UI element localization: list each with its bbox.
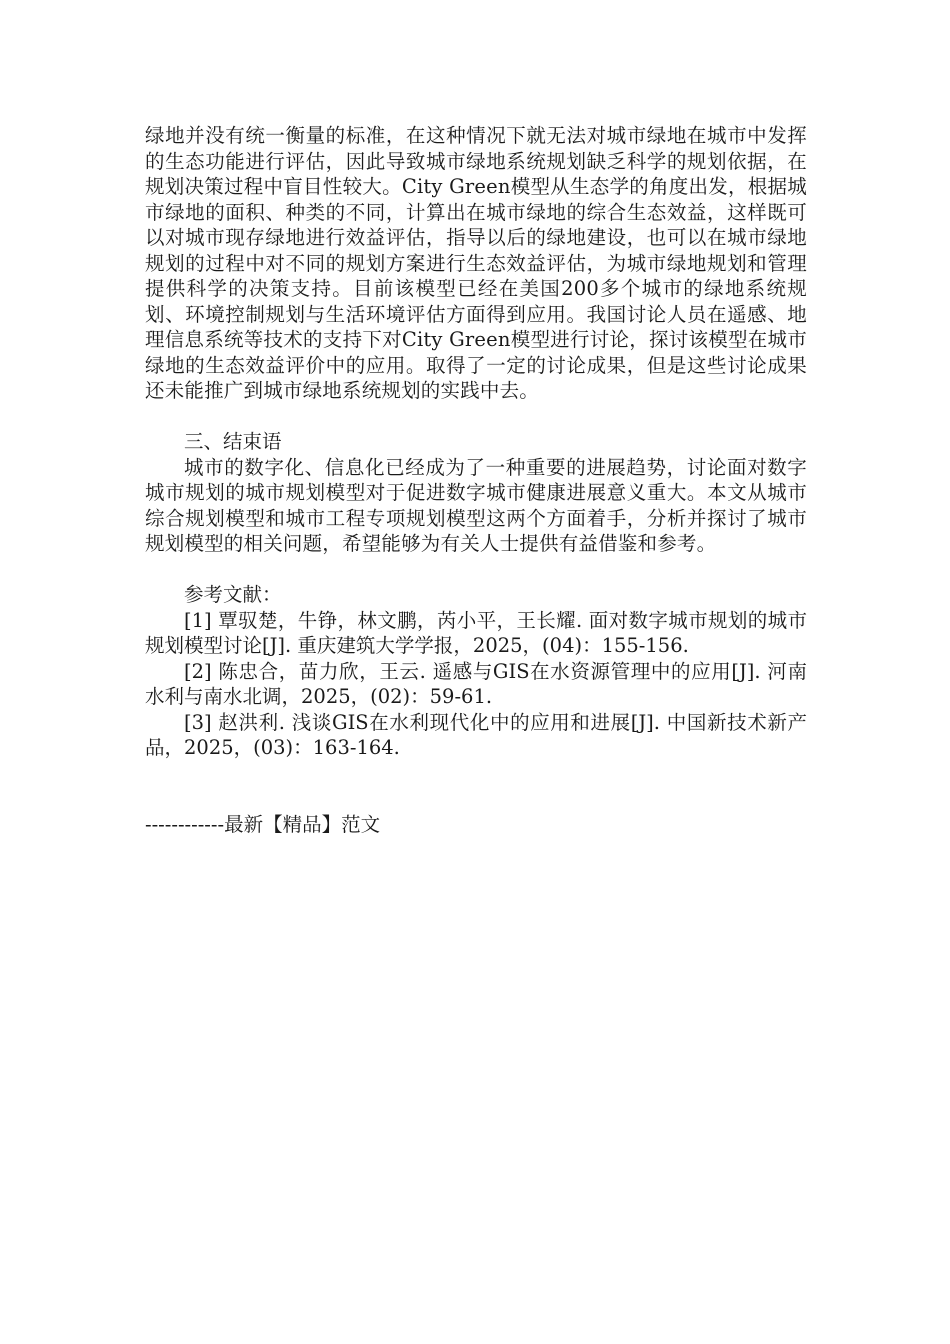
paragraph-spacer <box>145 786 807 812</box>
references-heading: 参考文献： <box>184 583 282 606</box>
reference-item: [3] 赵洪利. 浅谈GIS在水利现代化中的应用和进展[J]. 中国新技术新产品，2025，(03)：163-164. <box>145 710 807 759</box>
paragraph-spacer <box>145 557 807 583</box>
paragraph-spacer <box>145 404 807 430</box>
paragraph-spacer <box>145 761 807 787</box>
reference-item: [2] 陈忠合，苗力欣，王云. 遥感与GIS在水资源管理中的应用[J]. 河南水利与南水北调，2025，(02)：59-61. <box>145 659 807 708</box>
body-paragraph: 城市的数字化、信息化已经成为了一种重要的进展趋势，讨论面对数字城市规划的城市规划模型对于促进数字城市健康进展意义重大。本文从城市综合规划模型和城市工程专项规划模型这两个方面着手，分析并探讨了城市规划模型的相关问题，希望能够为有关人士提供有益借鉴和参考。 <box>145 455 807 555</box>
body-paragraph: 绿地并没有统一衡量的标准，在这种情况下就无法对城市绿地在城市中发挥的生态功能进行评估，因此导致城市绿地系统规划缺乏科学的规划依据，在规划决策过程中盲目性较大。City Green模型从生态学的角度出发，根据城市绿地的面积、种类的不同，计算出在城市绿地的综合生态效益，这样既可以对城市现存绿地进行效益评估，指导以后的绿地建设，也可以在城市绿地规划的过程中对不同的规划方案进行生态效益评估，为城市绿地规划和管理提供科学的决策支持。目前该模型已经在美国200多个城市的绿地系统规划、环境控制规划与生活环境评估方面得到应用。我国讨论人员在遥感、地理信息系统等技术的支持下对City Green模型进行讨论，探讨该模型在城市绿地的生态效益评价中的应用。取得了一定的讨论成果，但是这些讨论成果还未能推广到城市绿地系统规划的实践中去。 <box>145 124 807 402</box>
reference-item: [1] 覃驭楚，牛铮，林文鹏，芮小平，王长耀. 面对数字城市规划的城市规划模型讨论[J]. 重庆建筑大学学报，2025，(04)：155-156. <box>145 608 807 657</box>
section-heading: 三、结束语 <box>184 430 282 453</box>
document-page <box>145 123 807 837</box>
footer-text: ------------最新【精品】范文 <box>145 812 381 836</box>
